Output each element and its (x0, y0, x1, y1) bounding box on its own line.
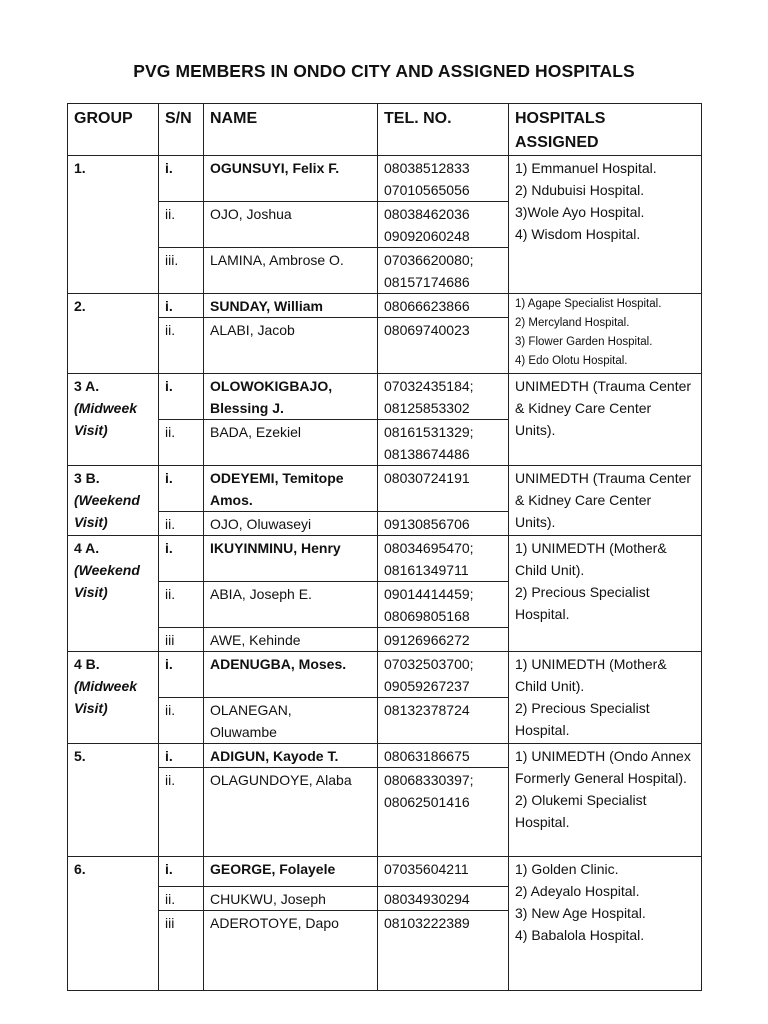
name-cell: CHUKWU, Joseph (204, 887, 378, 911)
group-cell: 5. (68, 744, 159, 857)
table-row (68, 536, 702, 582)
tel-cell: 08030724191 (378, 466, 509, 512)
tel-cell: 08103222389 (378, 911, 509, 991)
tel-cell: 07032435184; 08125853302 (378, 374, 509, 420)
hospitals-cell: UNIMEDTH (Trauma Center & Kidney Care Center Units). (509, 466, 702, 536)
sn-cell: iii (159, 628, 204, 652)
sn-cell: i. (159, 857, 204, 887)
sn-cell: ii. (159, 582, 204, 628)
table-row (68, 466, 702, 512)
name-cell: ODEYEMI, Temitope Amos. (204, 466, 378, 512)
name-cell: SUNDAY, William (204, 294, 378, 318)
sn-cell: i. (159, 652, 204, 698)
group-cell: 3 A. (Midweek Visit) (68, 374, 159, 466)
name-cell: ADEROTOYE, Dapo (204, 911, 378, 991)
name-cell: BADA, Ezekiel (204, 420, 378, 466)
tel-cell: 08069740023 (378, 318, 509, 374)
tel-cell: 07035604211 (378, 857, 509, 887)
name-cell: ADIGUN, Kayode T. (204, 744, 378, 768)
hospitals-cell: UNIMEDTH (Trauma Center & Kidney Care Center Units). (509, 374, 702, 466)
group-cell: 1. (68, 156, 159, 294)
hospitals-cell: 1) Agape Specialist Hospital. 2) Mercyland Hospital. 3) Flower Garden Hospital. 4) Edo Olotu Hospital. (509, 294, 702, 374)
hospitals-cell: 1) UNIMEDTH (Mother& Child Unit). 2) Precious Specialist Hospital. (509, 652, 702, 744)
table-header-row (68, 104, 702, 156)
name-cell: OJO, Joshua (204, 202, 378, 248)
name-cell: IKUYINMINU, Henry (204, 536, 378, 582)
tel-cell: 08132378724 (378, 698, 509, 744)
hospitals-cell: 1) Golden Clinic. 2) Adeyalo Hospital. 3) New Age Hospital. 4) Babalola Hospital. (509, 857, 702, 991)
sn-cell: ii. (159, 202, 204, 248)
header-group: GROUP (68, 104, 159, 156)
hospitals-cell: 1) UNIMEDTH (Ondo Annex Formerly General Hospital). 2) Olukemi Specialist Hospital. (509, 744, 702, 857)
name-cell: ADENUGBA, Moses. (204, 652, 378, 698)
hospitals-cell: 1) UNIMEDTH (Mother& Child Unit). 2) Precious Specialist Hospital. (509, 536, 702, 652)
sn-cell: ii. (159, 512, 204, 536)
table-row (68, 857, 702, 887)
sn-cell: i. (159, 536, 204, 582)
tel-cell: 09126966272 (378, 628, 509, 652)
group-cell: 3 B. (Weekend Visit) (68, 466, 159, 536)
header-tel: TEL. NO. (378, 104, 509, 156)
name-cell: OGUNSUYI, Felix F. (204, 156, 378, 202)
group-cell: 4 A. (Weekend Visit) (68, 536, 159, 652)
members-table (67, 103, 702, 991)
tel-cell: 08038462036 09092060248 (378, 202, 509, 248)
table-row (68, 294, 702, 318)
sn-cell: iii. (159, 248, 204, 294)
name-cell: ABIA, Joseph E. (204, 582, 378, 628)
tel-cell: 09014414459; 08069805168 (378, 582, 509, 628)
table-row (68, 156, 702, 202)
sn-cell: i. (159, 156, 204, 202)
header-sn: S/N (159, 104, 204, 156)
group-cell: 2. (68, 294, 159, 374)
sn-cell: iii (159, 911, 204, 991)
group-cell: 4 B. (Midweek Visit) (68, 652, 159, 744)
sn-cell: i. (159, 374, 204, 420)
header-name: NAME (204, 104, 378, 156)
name-cell: GEORGE, Folayele (204, 857, 378, 887)
table-row (68, 374, 702, 420)
name-cell: OLANEGAN, Oluwambe (204, 698, 378, 744)
tel-cell: 08161531329; 08138674486 (378, 420, 509, 466)
tel-cell: 08034695470; 08161349711 (378, 536, 509, 582)
name-cell: ALABI, Jacob (204, 318, 378, 374)
sn-cell: i. (159, 466, 204, 512)
sn-cell: ii. (159, 698, 204, 744)
name-cell: OJO, Oluwaseyi (204, 512, 378, 536)
tel-cell: 08038512833 07010565056 (378, 156, 509, 202)
hospitals-cell: 1) Emmanuel Hospital. 2) Ndubuisi Hospital. 3)Wole Ayo Hospital. 4) Wisdom Hospital. (509, 156, 702, 294)
sn-cell: i. (159, 744, 204, 768)
tel-cell: 07032503700; 09059267237 (378, 652, 509, 698)
name-cell: AWE, Kehinde (204, 628, 378, 652)
document-title: PVG MEMBERS IN ONDO CITY AND ASSIGNED HOSPITALS (133, 61, 635, 81)
sn-cell: i. (159, 294, 204, 318)
tel-cell: 09130856706 (378, 512, 509, 536)
group-cell: 6. (68, 857, 159, 991)
tel-cell: 08034930294 (378, 887, 509, 911)
name-cell: OLAGUNDOYE, Alaba (204, 768, 378, 857)
sn-cell: ii. (159, 318, 204, 374)
tel-cell: 08066623866 (378, 294, 509, 318)
table-row (68, 652, 702, 698)
sn-cell: ii. (159, 887, 204, 911)
tel-cell: 08063186675 (378, 744, 509, 768)
tel-cell: 07036620080; 08157174686 (378, 248, 509, 294)
name-cell: LAMINA, Ambrose O. (204, 248, 378, 294)
name-cell: OLOWOKIGBAJO, Blessing J. (204, 374, 378, 420)
tel-cell: 08068330397; 08062501416 (378, 768, 509, 857)
sn-cell: ii. (159, 420, 204, 466)
table-row (68, 744, 702, 768)
header-hospitals: HOSPITALS ASSIGNED (509, 104, 702, 156)
sn-cell: ii. (159, 768, 204, 857)
